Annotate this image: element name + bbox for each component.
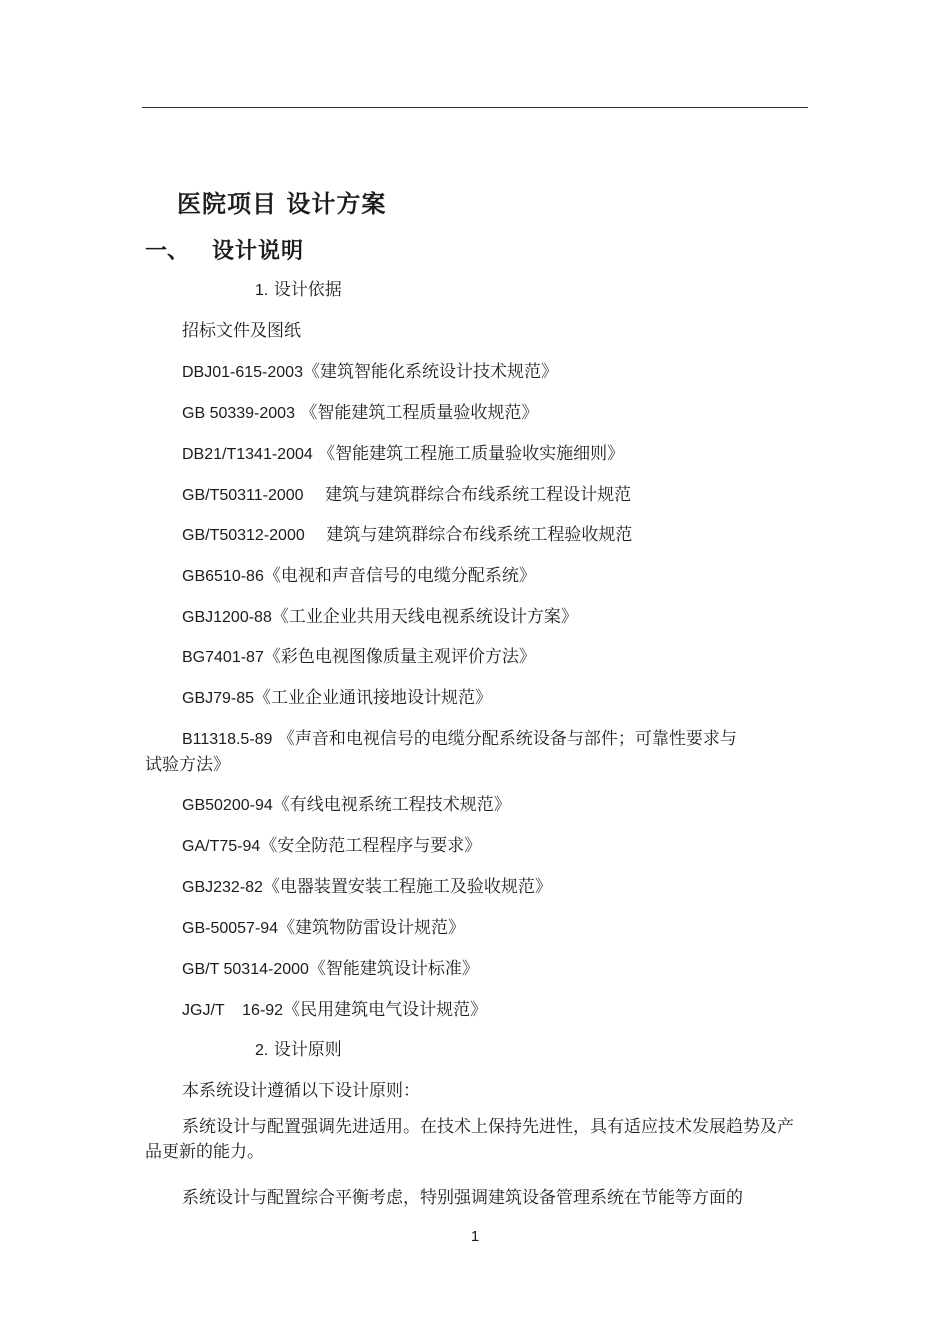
subsection-label: 设计原则: [273, 1040, 342, 1060]
standard-item: [182, 642, 536, 667]
standard-code: DB21/T1341-2004: [182, 446, 313, 463]
standard-name: 《电视和声音信号的电缆分配系统》: [263, 566, 536, 586]
standard-name: 《有线电视系统工程技术规范》: [272, 795, 511, 815]
document-title: 医院项目 设计方案: [177, 190, 387, 218]
standard-code: B11318.5-89: [182, 731, 273, 748]
standard-item: [182, 480, 631, 505]
standard-code: GBJ1200-88: [182, 609, 272, 626]
standard-code: GB6510-86: [182, 568, 264, 585]
standard-code: GB-50057-94: [182, 920, 279, 937]
standard-item: [182, 520, 632, 545]
standard-item: [182, 561, 536, 586]
standard-item: [182, 995, 487, 1020]
standard-name: 《声音和电视信号的电缆分配系统设备与部件；可靠性要求与: [272, 729, 737, 749]
basis-intro: 招标文件及图纸: [182, 321, 301, 341]
standard-code: JGJ/T 16-92: [182, 1002, 284, 1019]
standard-name: 《工业企业共用天线电视系统设计方案》: [271, 607, 578, 627]
standard-name: 《智能建筑设计标准》: [308, 959, 479, 979]
standard-code: GBJ232-82: [182, 879, 263, 896]
standard-item: [182, 439, 624, 464]
section-number: 一、: [145, 239, 190, 264]
standard-item: [182, 398, 538, 423]
standard-code: GB 50339-2003: [182, 405, 295, 422]
standard-item: [182, 683, 492, 708]
standard-item: [182, 790, 511, 815]
standard-name: 《彩色电视图像质量主观评价方法》: [263, 647, 536, 667]
standard-name: 《电器装置安装工程施工及验收规范》: [262, 877, 552, 897]
standard-name: 《建筑物防雷设计规范》: [278, 918, 466, 938]
standard-name: 建筑与建筑群综合布线系统工程设计规范: [303, 485, 632, 505]
subsection-heading: [255, 275, 342, 300]
standard-code: GB50200-94: [182, 797, 273, 814]
standard-item: [182, 913, 465, 938]
standard-name: 建筑与建筑群综合布线系统工程验收规范: [304, 525, 633, 545]
subsection-number: 1.: [255, 282, 269, 299]
principles-intro: 本系统设计遵循以下设计原则：: [182, 1081, 420, 1101]
standard-code: GB/T50312-2000: [182, 527, 305, 544]
page-number: 1: [470, 1228, 480, 1245]
standard-code: GBJ79-85: [182, 690, 255, 707]
standard-item: [182, 602, 578, 627]
principle-paragraph: 系统设计与配置综合平衡考虑，特别强调建筑设备管理系统在节能等方面的: [182, 1188, 743, 1208]
subsection-heading: [255, 1035, 342, 1060]
standard-item: [182, 954, 479, 979]
standard-name: 《智能建筑工程施工质量验收实施细则》: [312, 444, 625, 464]
standard-name: 《智能建筑工程质量验收规范》: [294, 403, 539, 423]
subsection-label: 设计依据: [273, 280, 342, 300]
standard-name: 《工业企业通讯接地设计规范》: [254, 688, 493, 708]
standard-code: GB/T 50314-2000: [182, 961, 309, 978]
section-title: 设计说明: [212, 239, 305, 264]
standard-code: GB/T50311-2000: [182, 487, 304, 504]
principle-paragraph: 系统设计与配置强调先进适用。在技术上保持先进性，具有适应技术发展趋势及产品更新的能力。: [145, 1117, 794, 1162]
standard-item: [182, 357, 558, 382]
standard-item: [182, 872, 552, 897]
standard-item-continuation: 试验方法》: [145, 755, 230, 775]
standard-name: 《安全防范工程程序与要求》: [260, 836, 482, 856]
standard-item: [182, 831, 481, 856]
standard-code: DBJ01-615-2003: [182, 364, 303, 381]
standard-code: BG7401-87: [182, 649, 264, 666]
standard-code: GA/T75-94: [182, 838, 261, 855]
standard-item: [182, 724, 737, 749]
subsection-number: 2.: [255, 1042, 269, 1059]
header-rule: [142, 107, 808, 108]
standard-name: 《建筑智能化系统设计技术规范》: [302, 362, 558, 382]
standard-name: 《民用建筑电气设计规范》: [283, 1000, 488, 1020]
